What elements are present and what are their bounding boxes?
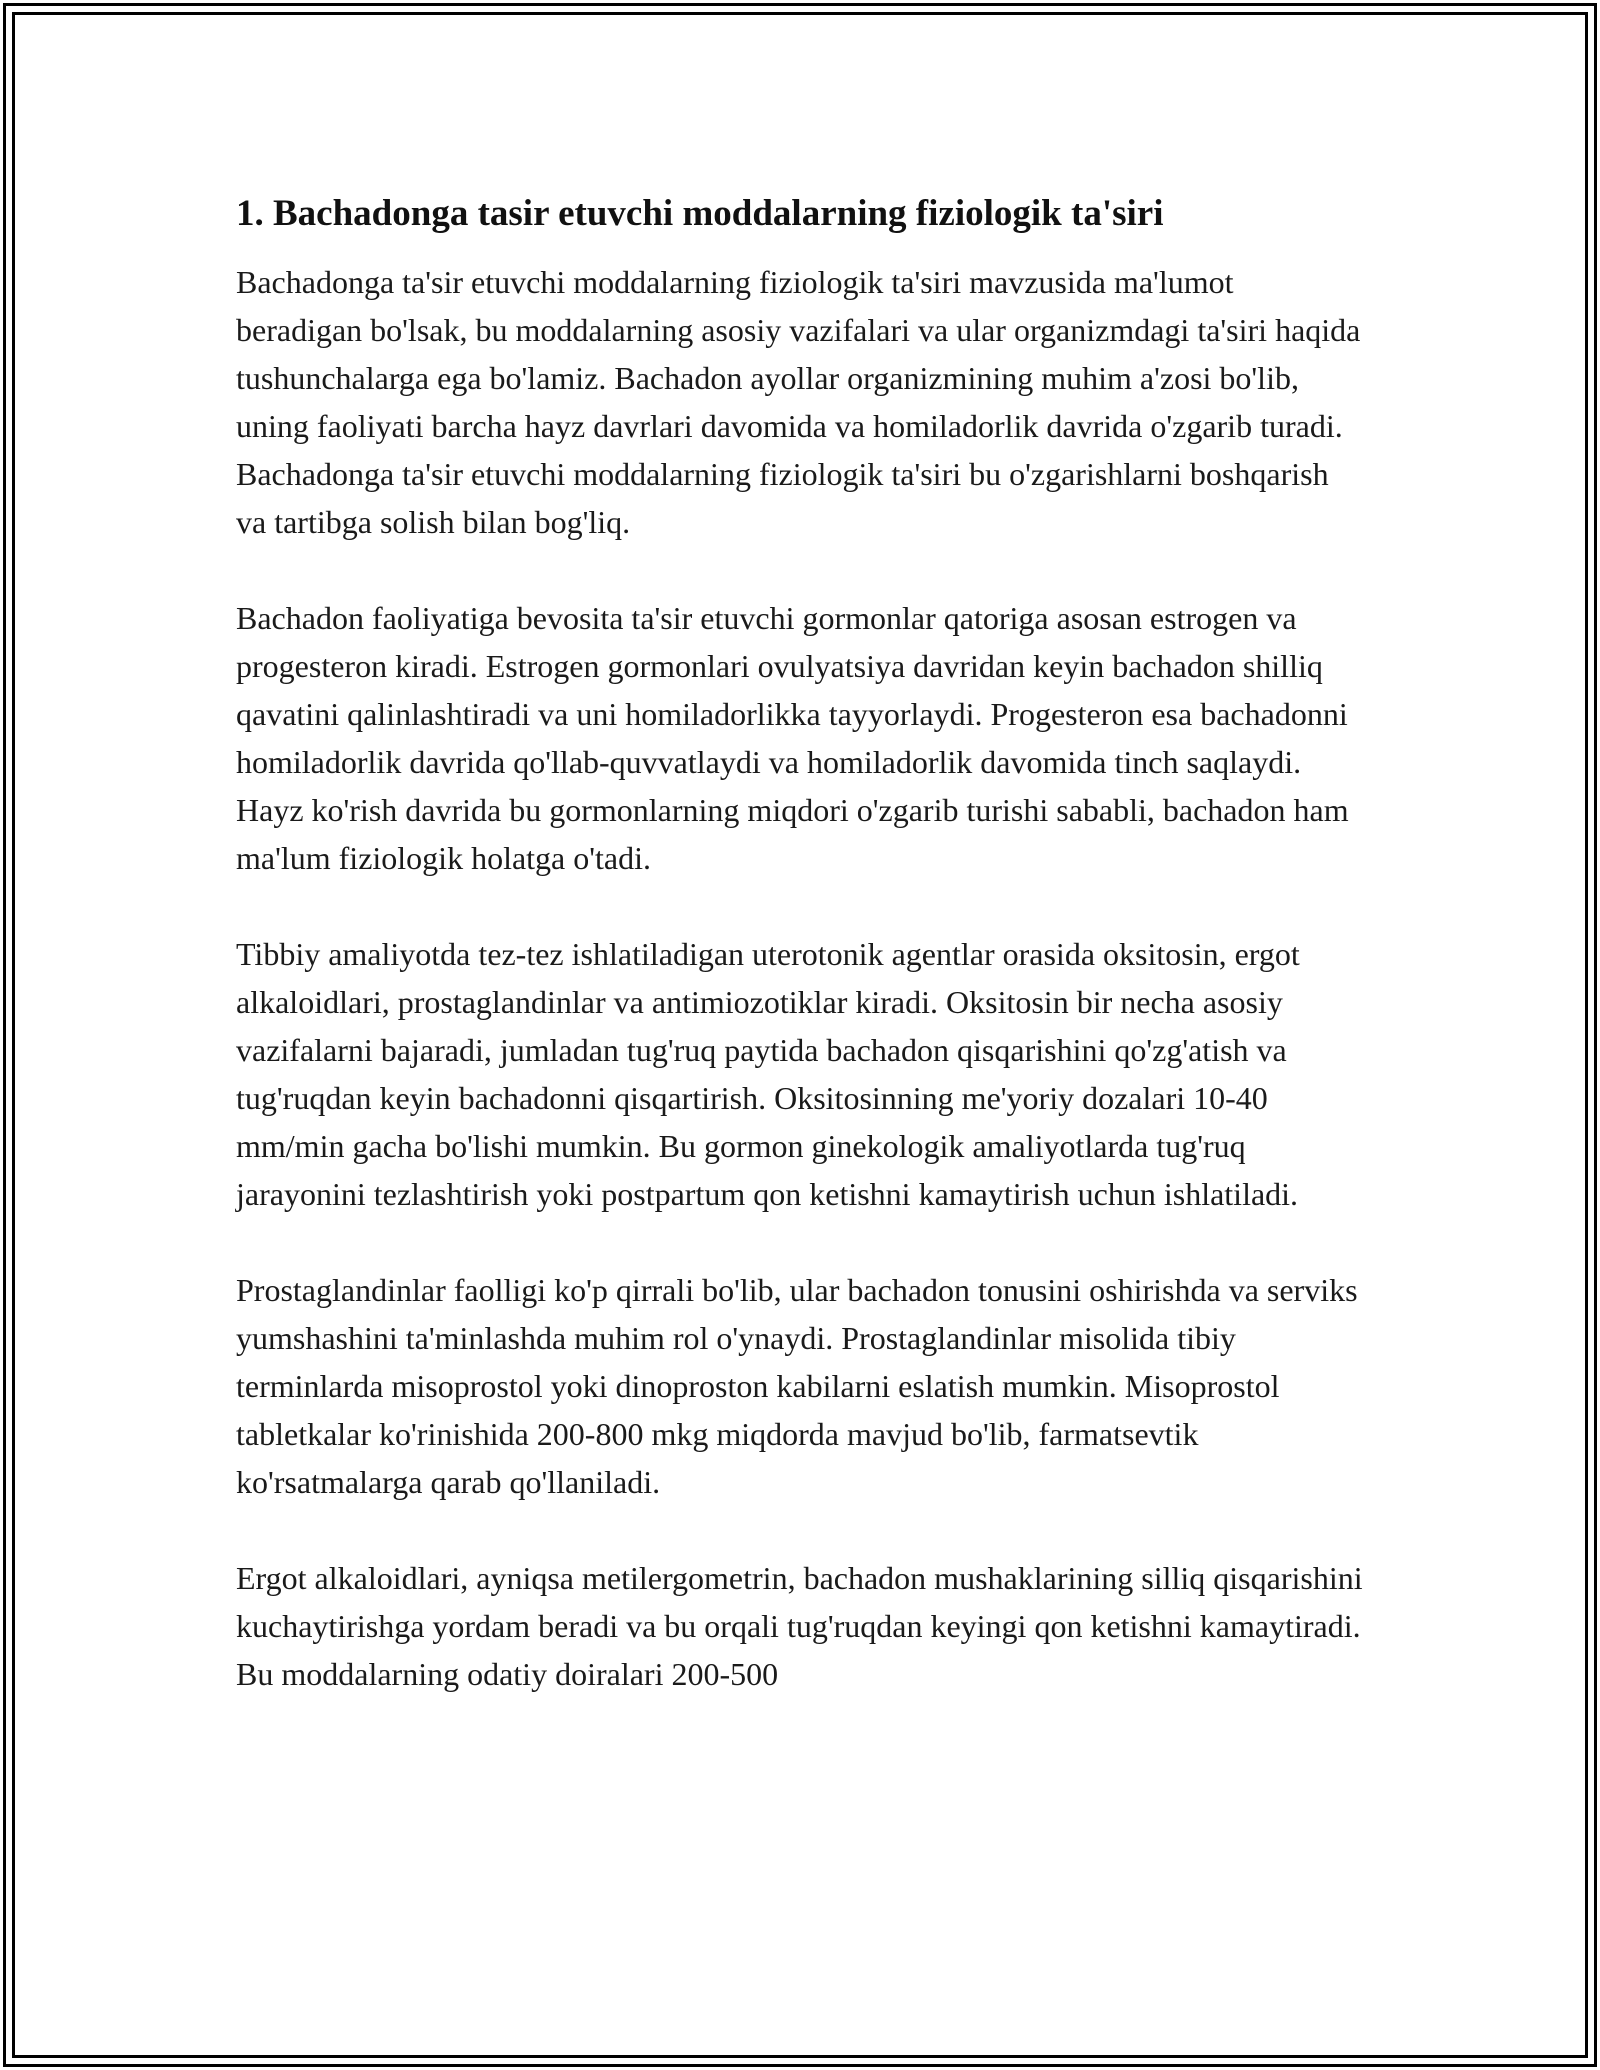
paragraph-3: Tibbiy amaliyotda tez-tez ishlatiladigan uterotonik agentlar orasida oksitosin, ergot alkaloidlari, prostaglandinlar va antimiozotiklar kiradi. Oksitosin bir necha asosiy vazifalarni bajaradi, jumladan tug'ruq paytida bachadon qisqarishini qo'zg'atish va tug'ruqdan keyin bachadonni qisqartirish. Oksitosinning me'yoriy dozalari 10-40 mm/min gacha bo'lishi mumkin. Bu gormon ginekologik amaliyotlarda tug'ruq jarayonini tezlashtirish yoki postpartum qon ketishni kamaytirish uchun ishlatiladi. [236,936,1300,1212]
paragraph-2: Bachadon faoliyatiga bevosita ta'sir etuvchi gormonlar qatoriga asosan estrogen va progesteron kiradi. Estrogen gormonlari ovulyatsiya davridan keyin bachadon shilliq qavatini qalinlashtiradi va uni homiladorlikka tayyorlaydi. Progesteron esa bachadonni homiladorlik davrida qo'llab-quvvatlaydi va homiladorlik davomida tinch saqlaydi. Hayz ko'rish davrida bu gormonlarning miqdori o'zgarib turishi sababli, bachadon ham ma'lum fiziologik holatga o'tadi. [236,600,1349,876]
paragraph-1: Bachadonga ta'sir etuvchi moddalarning fiziologik ta'siri mavzusida ma'lumot beradigan bo'lsak, bu moddalarning asosiy vazifalari va ular organizmdagi ta'siri haqida tushunchalarga ega bo'lamiz. Bachadon ayollar organizmining muhim a'zosi bo'lib, uning faoliyati barcha hayz davrlari davomida va homiladorlik davrida o'zgarib turadi. Bachadonga ta'sir etuvchi moddalarning fiziologik ta'siri bu o'zgarishlarni boshqarish va tartibga solish bilan bog'liq. [236,264,1361,540]
paragraph-5: Ergot alkaloidlari, ayniqsa metilergometrin, bachadon mushaklarining silliq qisqarishini kuchaytirishga yordam beradi va bu orqali tug'ruqdan keyingi qon ketishni kamaytiradi. Bu moddalarning odatiy doiralari 200-500 [236,1560,1363,1692]
document-body [236,188,1366,1746]
paragraph-4: Prostaglandinlar faolligi ko'p qirrali bo'lib, ular bachadon tonusini oshirishda va serviks yumshashini ta'minlashda muhim rol o'ynaydi. Prostaglandinlar misolida tibiy terminlarda misoprostol yoki dinoproston kabilarni eslatish mumkin. Misoprostol tabletkalar ko'rinishida 200-800 mkg miqdorda mavjud bo'lib, farmatsevtik ko'rsatmalarga qarab qo'llaniladi. [236,1272,1358,1500]
section-heading: 1. Bachadonga tasir etuvchi moddalarning fiziologik ta'siri [236,193,1164,234]
